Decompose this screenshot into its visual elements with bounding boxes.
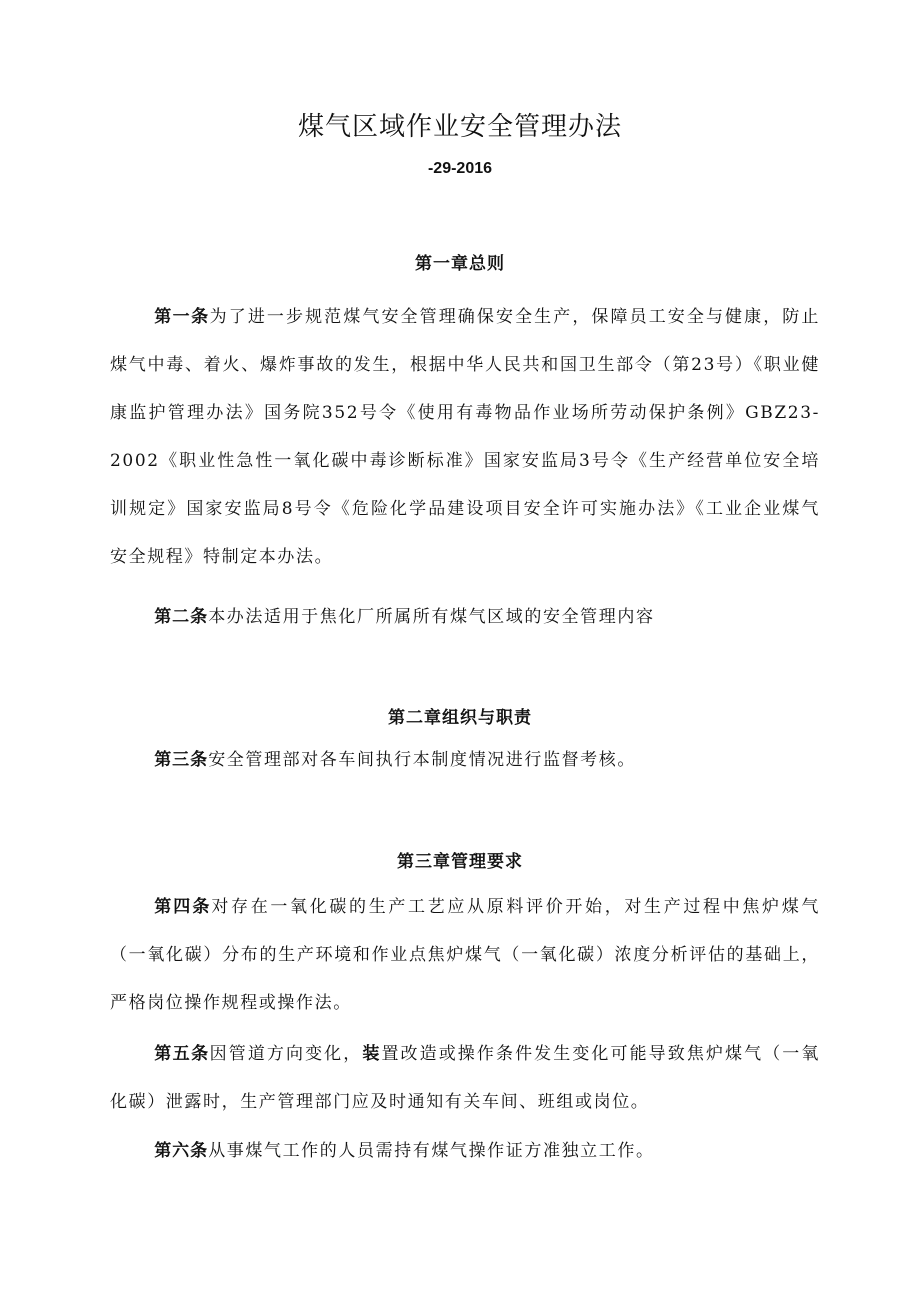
- article-text: 本办法适用于焦化厂所属所有煤气区域的安全管理内容: [208, 607, 655, 627]
- chapter-heading-1: 第一章总则: [415, 254, 505, 274]
- article-text: 安全管理部对各车间执行本制度情况进行监督考核。: [208, 750, 636, 770]
- article-6: [110, 1127, 820, 1175]
- article-text-bold: 装: [362, 1044, 382, 1064]
- document-title: 煤气区域作业安全管理办法: [297, 112, 622, 142]
- article-text: 为了进一步规范煤气安全管理确保安全生产，保障员工安全与健康，防止煤气中毒、着火、爆炸事故的发生，根据中华人民共和国卫生部令（第23号）《职业健康监护管理办法》国务院352号令《使用有毒物品作业场所劳动保护条例》GBZ23-2002《职业性急性一氧化碳中毒诊断标准》国家安监局3号令《生产经营单位安全培训规定》国家安监局8号令《危险化学品建设项目安全许可实施办法》《工业企业煤气安全规程》特制定本办法。: [110, 307, 820, 567]
- article-3: [110, 736, 820, 784]
- document-code: -29-2016: [427, 160, 493, 177]
- article-2: [110, 593, 820, 641]
- article-text-part-a: 因管道方向变化，: [209, 1044, 363, 1064]
- article-text: 对存在一氧化碳的生产工艺应从原料评价开始，对生产过程中焦炉煤气（一氧化碳）分布的生产环境和作业点焦炉煤气（一氧化碳）浓度分析评估的基础上，严格岗位操作规程或操作法。: [110, 897, 820, 1013]
- article-text: 从事煤气工作的人员需持有煤气操作证方准独立工作。: [208, 1141, 655, 1161]
- article-number: 第三条: [154, 750, 209, 770]
- article-number: 第一条: [154, 307, 210, 327]
- chapter-heading-2: 第二章组织与职责: [388, 708, 532, 728]
- article-4: [110, 883, 820, 1027]
- article-number: 第四条: [154, 897, 212, 917]
- article-1: [110, 293, 820, 581]
- article-5: [110, 1030, 820, 1126]
- article-text-part-b: 置改造或操作条件发生变化可能导致焦炉煤气（一氧化碳）泄露时，生产管理部门应及时通知有关车间、班组或岗位。: [110, 1044, 820, 1112]
- article-number: 第二条: [154, 607, 209, 627]
- chapter-heading-3: 第三章管理要求: [397, 852, 523, 872]
- article-number: 第六条: [154, 1141, 209, 1161]
- article-number: 第五条: [154, 1044, 210, 1064]
